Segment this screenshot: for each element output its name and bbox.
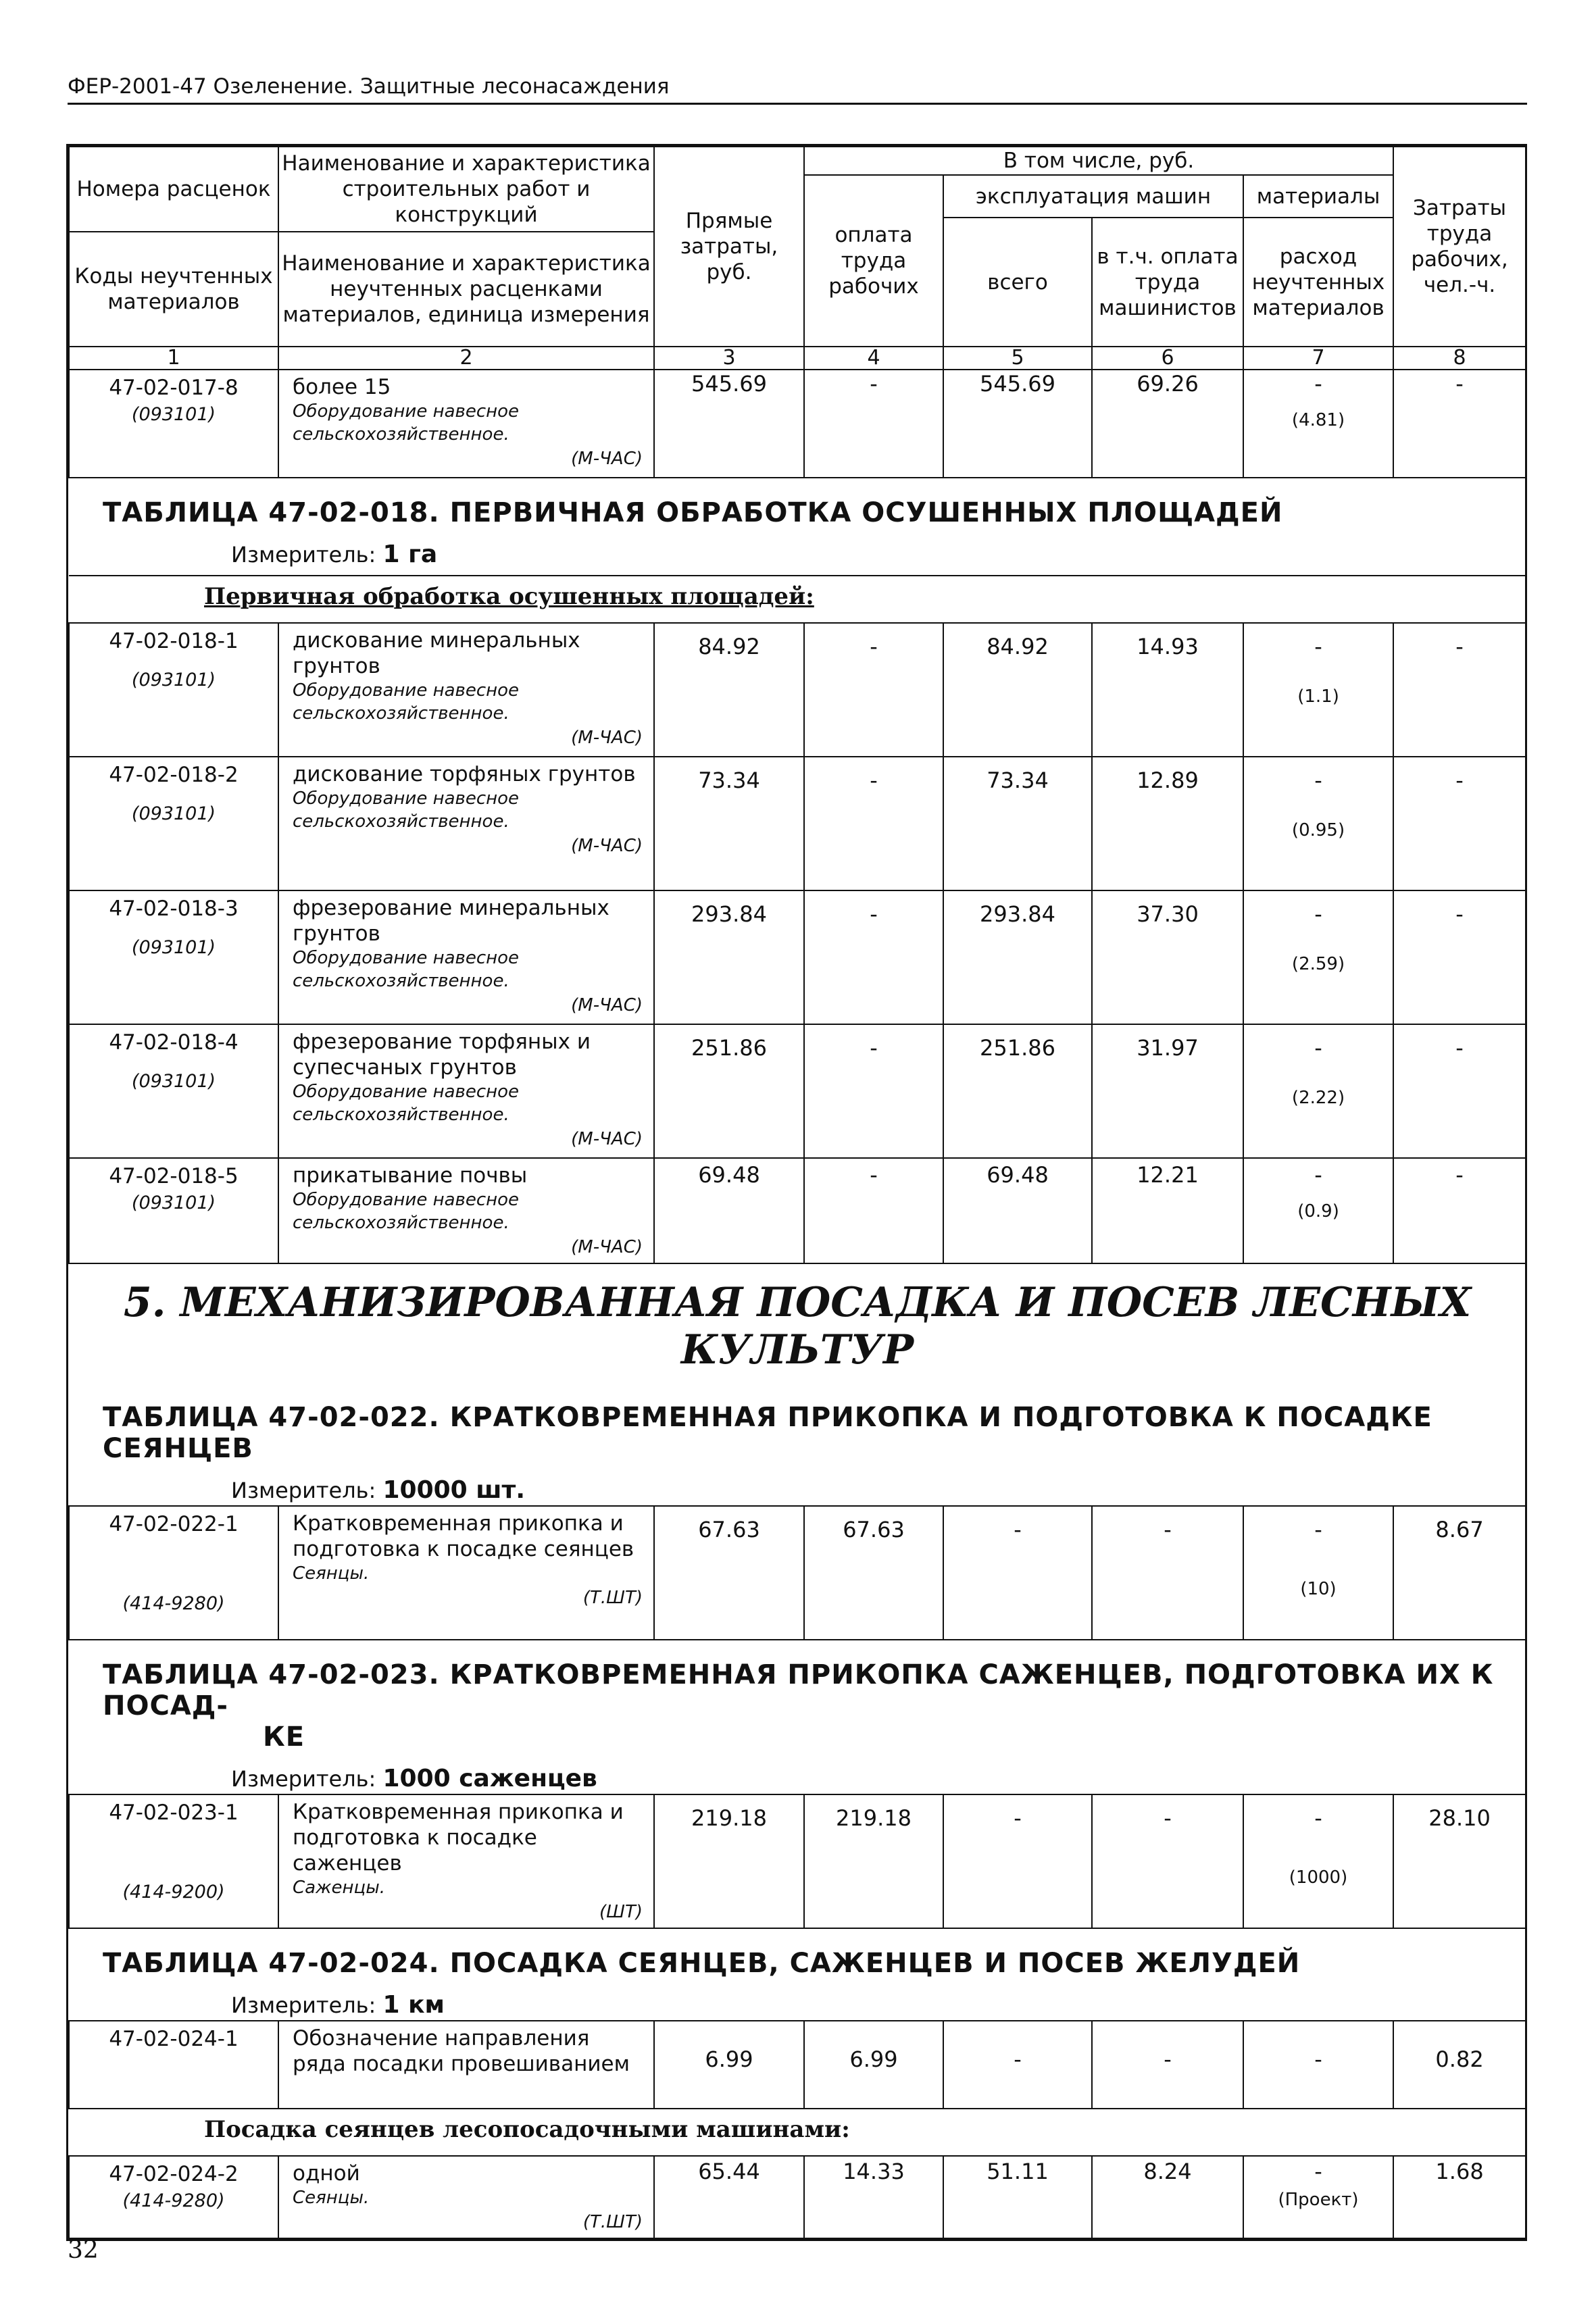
page-header: ФЕР-2001-47 Озеленение. Защитные лесонасаждения	[68, 74, 1527, 105]
measure-value: 1 км	[382, 1991, 445, 2019]
labor-pay: -	[804, 757, 943, 890]
rate-code: 47-02-024-2	[109, 2162, 239, 2186]
rate-code-cell	[69, 1794, 278, 1928]
measure-value: 1000 саженцев	[382, 1765, 597, 1792]
work-name: фрезерование минеральных грунтов	[293, 896, 609, 946]
material-unit: (М-ЧАС)	[571, 995, 643, 1015]
materials-cell	[1243, 757, 1393, 890]
section-header-023	[69, 1640, 1526, 1794]
machines-total: 293.84	[943, 890, 1092, 1024]
colnum-4: 4	[804, 347, 943, 370]
labor-pay: 6.99	[804, 2021, 943, 2109]
materials-value: -	[1314, 901, 1322, 927]
machines-total: 51.11	[943, 2156, 1092, 2238]
table-row	[69, 2021, 1526, 2109]
measure-value: 10000 шт.	[382, 1476, 526, 1504]
machinists-pay: 31.97	[1092, 1024, 1243, 1158]
direct-cost: 84.92	[654, 623, 804, 757]
machines-total: 545.69	[943, 370, 1092, 478]
material-consumption: (10)	[1300, 1579, 1337, 1599]
rate-description	[278, 370, 654, 478]
table-row	[69, 2156, 1526, 2238]
machines-total: 251.86	[943, 1024, 1092, 1158]
table-row	[69, 1794, 1526, 1928]
rate-code-cell	[69, 1158, 278, 1263]
labor-hours: 8.67	[1393, 1506, 1526, 1640]
material-unit: (М-ЧАС)	[571, 1129, 643, 1149]
material-code: (093101)	[131, 670, 216, 690]
material-code: (093101)	[131, 803, 216, 824]
machinists-pay: 69.26	[1092, 370, 1243, 478]
rate-code: 47-02-018-1	[109, 629, 239, 653]
rates-table-frame	[66, 144, 1527, 2241]
material-name: Оборудование навесное сельскохозяйственное.	[293, 788, 520, 832]
materials-value: -	[1314, 1805, 1322, 1831]
table-row	[69, 370, 1526, 478]
material-name: Сеянцы.	[293, 1563, 370, 1584]
table-row	[69, 1158, 1526, 1263]
labor-pay: 67.63	[804, 1506, 943, 1640]
direct-cost: 293.84	[654, 890, 804, 1024]
col7-header: расход неучтенных материалов	[1243, 218, 1393, 347]
measure-022	[69, 1464, 1526, 1505]
material-name: Оборудование навесное сельскохозяйственное.	[293, 948, 520, 991]
materials-cell	[1243, 1506, 1393, 1640]
measure-024	[69, 1979, 1526, 2020]
material-code: (414-9280)	[122, 1593, 225, 1614]
rate-code: 47-02-022-1	[109, 1512, 239, 1536]
material-name: Оборудование навесное сельскохозяйственное.	[293, 401, 520, 445]
rate-code: 47-02-023-1	[109, 1801, 239, 1825]
machinists-pay: -	[1092, 1506, 1243, 1640]
material-consumption: (Проект)	[1278, 2190, 1359, 2210]
material-unit: (ШТ)	[599, 1902, 643, 1922]
measure-018	[69, 528, 1526, 575]
rate-description	[278, 2021, 654, 2109]
material-code: (093101)	[131, 404, 216, 425]
group-title-024: Посадка сеянцев лесопосадочными машинами:	[204, 2116, 850, 2143]
material-name: Оборудование навесное сельскохозяйственное.	[293, 1082, 520, 1125]
colnum-3: 3	[654, 347, 804, 370]
group-title-018: Первичная обработка осушенных площадей:	[204, 583, 814, 610]
materials-value: -	[1314, 634, 1322, 659]
work-name: Кратковременная прикопка и подготовка к посадке сеянцев	[293, 1511, 634, 1561]
material-consumption: (0.9)	[1297, 1201, 1339, 1222]
rate-description	[278, 757, 654, 890]
material-unit: (М-ЧАС)	[571, 449, 643, 469]
chapter-title: 5. МЕХАНИЗИРОВАННАЯ ПОСАДКА И ПОСЕВ ЛЕСНЫХ КУЛЬТУР	[123, 1279, 1472, 1374]
rate-description	[278, 1794, 654, 1928]
direct-cost: 219.18	[654, 1794, 804, 1928]
machines-header: эксплуатация машин	[943, 175, 1243, 218]
material-unit: (М-ЧАС)	[571, 836, 643, 856]
labor-hours: -	[1393, 757, 1526, 890]
material-consumption: (0.95)	[1291, 820, 1345, 840]
labor-pay: 14.33	[804, 2156, 943, 2238]
work-name: дискование минеральных грунтов	[293, 628, 580, 678]
materials-value: -	[1243, 2021, 1393, 2109]
table-title-024: ТАБЛИЦА 47-02-024. ПОСАДКА СЕЯНЦЕВ, САЖЕНЦЕВ И ПОСЕВ ЖЕЛУДЕЙ	[103, 1948, 1301, 1979]
direct-cost: 67.63	[654, 1506, 804, 1640]
material-consumption: (2.22)	[1291, 1088, 1345, 1108]
materials-cell	[1243, 890, 1393, 1024]
group-row-024	[69, 2109, 1526, 2156]
col1-top-header: Номера расценок	[69, 147, 278, 232]
section-header-018	[69, 478, 1526, 576]
materials-cell	[1243, 370, 1393, 478]
measure-value: 1 га	[382, 540, 438, 568]
table-row	[69, 1506, 1526, 1640]
labor-hours: -	[1393, 623, 1526, 757]
labor-pay: -	[804, 890, 943, 1024]
labor-pay: -	[804, 623, 943, 757]
machines-total: -	[943, 2021, 1092, 2109]
machinists-pay: -	[1092, 1794, 1243, 1928]
material-name: Оборудование навесное сельскохозяйственное.	[293, 680, 520, 724]
colnum-5: 5	[943, 347, 1092, 370]
labor-pay: 219.18	[804, 1794, 943, 1928]
measure-label: Измеритель:	[231, 1992, 376, 2018]
measure-label: Измеритель:	[231, 1478, 376, 1503]
rates-table	[68, 146, 1526, 2239]
material-consumption: (4.81)	[1291, 410, 1345, 430]
table-title-018: ТАБЛИЦА 47-02-018. ПЕРВИЧНАЯ ОБРАБОТКА ОСУШЕННЫХ ПЛОЩАДЕЙ	[103, 497, 1283, 528]
direct-cost: 545.69	[654, 370, 804, 478]
materials-cell	[1243, 1024, 1393, 1158]
materials-value: -	[1314, 1035, 1322, 1061]
material-unit: (Т.ШТ)	[582, 1588, 643, 1608]
measure-label: Измеритель:	[231, 1766, 376, 1792]
material-consumption: (1000)	[1289, 1867, 1348, 1888]
colnum-6: 6	[1092, 347, 1243, 370]
col3-header: Прямые затраты, руб.	[654, 147, 804, 347]
page-number: 32	[68, 2236, 99, 2264]
machines-total: 84.92	[943, 623, 1092, 757]
rate-code: 47-02-017-8	[109, 376, 239, 400]
rate-code-cell	[69, 1506, 278, 1640]
materials-value: -	[1314, 2159, 1322, 2184]
materials-header: материалы	[1243, 175, 1393, 218]
direct-cost: 69.48	[654, 1158, 804, 1263]
group-row-018	[69, 576, 1526, 623]
measure-label: Измеритель:	[231, 542, 376, 568]
rate-code-cell	[69, 890, 278, 1024]
table-title-023	[69, 1640, 1526, 1753]
colnum-1: 1	[69, 347, 278, 370]
materials-cell	[1243, 1158, 1393, 1263]
col1-bottom-header: Коды неучтенных материалов	[69, 232, 278, 347]
materials-cell	[1243, 2156, 1393, 2238]
machinists-pay: 14.93	[1092, 623, 1243, 757]
table-row	[69, 757, 1526, 890]
rate-code: 47-02-018-2	[109, 763, 239, 787]
material-code: (414-9200)	[122, 1882, 225, 1903]
column-number-row	[69, 347, 1526, 370]
work-name: Обозначение направления ряда посадки провешиванием	[293, 2026, 630, 2076]
rate-code-cell	[69, 2156, 278, 2238]
machinists-pay: 12.21	[1092, 1158, 1243, 1263]
labor-hours: 28.10	[1393, 1794, 1526, 1928]
machines-total: -	[943, 1506, 1092, 1640]
materials-cell	[1243, 623, 1393, 757]
materials-value: -	[1314, 1517, 1322, 1542]
labor-hours: -	[1393, 1158, 1526, 1263]
machines-total: 69.48	[943, 1158, 1092, 1263]
rate-description	[278, 1158, 654, 1263]
machinists-pay: 37.30	[1092, 890, 1243, 1024]
material-name: Саженцы.	[293, 1878, 385, 1898]
materials-value: -	[1314, 1162, 1322, 1188]
col6-header: в т.ч. оплата труда машинистов	[1092, 218, 1243, 347]
section-header-024	[69, 1928, 1526, 2021]
rate-description	[278, 890, 654, 1024]
table-row	[69, 623, 1526, 757]
incl-header: В том числе, руб.	[804, 147, 1393, 175]
header-row-1	[69, 147, 1526, 175]
rate-code-cell	[69, 2021, 278, 2109]
rate-code: 47-02-018-5	[109, 1164, 239, 1188]
col4-header: оплата труда рабочих	[804, 175, 943, 347]
rate-code-cell	[69, 1024, 278, 1158]
rate-code: 47-02-018-4	[109, 1030, 239, 1055]
rate-code-cell	[69, 623, 278, 757]
col2-top-header: Наименование и характеристика строительных работ и конструкций	[278, 147, 654, 232]
direct-cost: 65.44	[654, 2156, 804, 2238]
rate-code: 47-02-018-3	[109, 897, 239, 921]
table-title-022: ТАБЛИЦА 47-02-022. КРАТКОВРЕМЕННАЯ ПРИКОПКА И ПОДГОТОВКА К ПОСАДКЕ СЕЯНЦЕВ	[103, 1402, 1432, 1464]
colnum-7: 7	[1243, 347, 1393, 370]
work-name: прикатывание почвы	[293, 1163, 528, 1188]
material-unit: (Т.ШТ)	[582, 2212, 643, 2232]
labor-pay: -	[804, 1024, 943, 1158]
material-code: (414-9280)	[122, 2190, 225, 2211]
table-title-023-line2: КЕ	[263, 1721, 305, 1753]
work-name: Кратковременная прикопка и подготовка к посадке саженцев	[293, 1800, 624, 1876]
labor-pay: -	[804, 370, 943, 478]
materials-value: -	[1314, 768, 1322, 793]
materials-cell	[1243, 1794, 1393, 1928]
labor-hours: -	[1393, 370, 1526, 478]
rate-code: 47-02-024-1	[109, 2027, 239, 2051]
rate-description	[278, 623, 654, 757]
measure-023	[69, 1753, 1526, 1794]
col5-header: всего	[943, 218, 1092, 347]
table-row	[69, 890, 1526, 1024]
materials-value: -	[1314, 371, 1322, 397]
labor-hours: 0.82	[1393, 2021, 1526, 2109]
work-name: более 15	[293, 375, 391, 399]
direct-cost: 251.86	[654, 1024, 804, 1158]
machines-total: 73.34	[943, 757, 1092, 890]
labor-hours: -	[1393, 890, 1526, 1024]
table-row	[69, 1024, 1526, 1158]
labor-hours: -	[1393, 1024, 1526, 1158]
work-name: дискование торфяных грунтов	[293, 762, 636, 786]
direct-cost: 6.99	[654, 2021, 804, 2109]
rate-description	[278, 1024, 654, 1158]
material-code: (093101)	[131, 937, 216, 958]
rate-code-cell	[69, 757, 278, 890]
labor-pay: -	[804, 1158, 943, 1263]
colnum-2: 2	[278, 347, 654, 370]
colnum-8: 8	[1393, 347, 1526, 370]
table-title-023-line1: ТАБЛИЦА 47-02-023. КРАТКОВРЕМЕННАЯ ПРИКОПКА САЖЕНЦЕВ, ПОДГОТОВКА ИХ К ПОСАД-	[103, 1659, 1494, 1721]
labor-hours: 1.68	[1393, 2156, 1526, 2238]
material-unit: (М-ЧАС)	[571, 1237, 643, 1257]
material-name: Сеянцы.	[293, 2188, 370, 2208]
rate-code-cell	[69, 370, 278, 478]
material-unit: (М-ЧАС)	[571, 728, 643, 748]
machines-total: -	[943, 1794, 1092, 1928]
section-header-022	[69, 1263, 1526, 1506]
machinists-pay: -	[1092, 2021, 1243, 2109]
machinists-pay: 8.24	[1092, 2156, 1243, 2238]
direct-cost: 73.34	[654, 757, 804, 890]
machinists-pay: 12.89	[1092, 757, 1243, 890]
col8-header: Затраты труда рабочих, чел.-ч.	[1393, 147, 1526, 347]
rate-description	[278, 1506, 654, 1640]
material-consumption: (1.1)	[1297, 686, 1339, 707]
work-name: одной	[293, 2161, 360, 2186]
work-name: фрезерование торфяных и супесчаных грунтов	[293, 1030, 591, 1080]
col2-bottom-header: Наименование и характеристика неучтенных расценками материалов, единица измерения	[278, 232, 654, 347]
rate-description	[278, 2156, 654, 2238]
material-code: (093101)	[131, 1192, 216, 1213]
material-consumption: (2.59)	[1291, 954, 1345, 974]
material-name: Оборудование навесное сельскохозяйственное.	[293, 1190, 520, 1233]
material-code: (093101)	[131, 1071, 216, 1092]
